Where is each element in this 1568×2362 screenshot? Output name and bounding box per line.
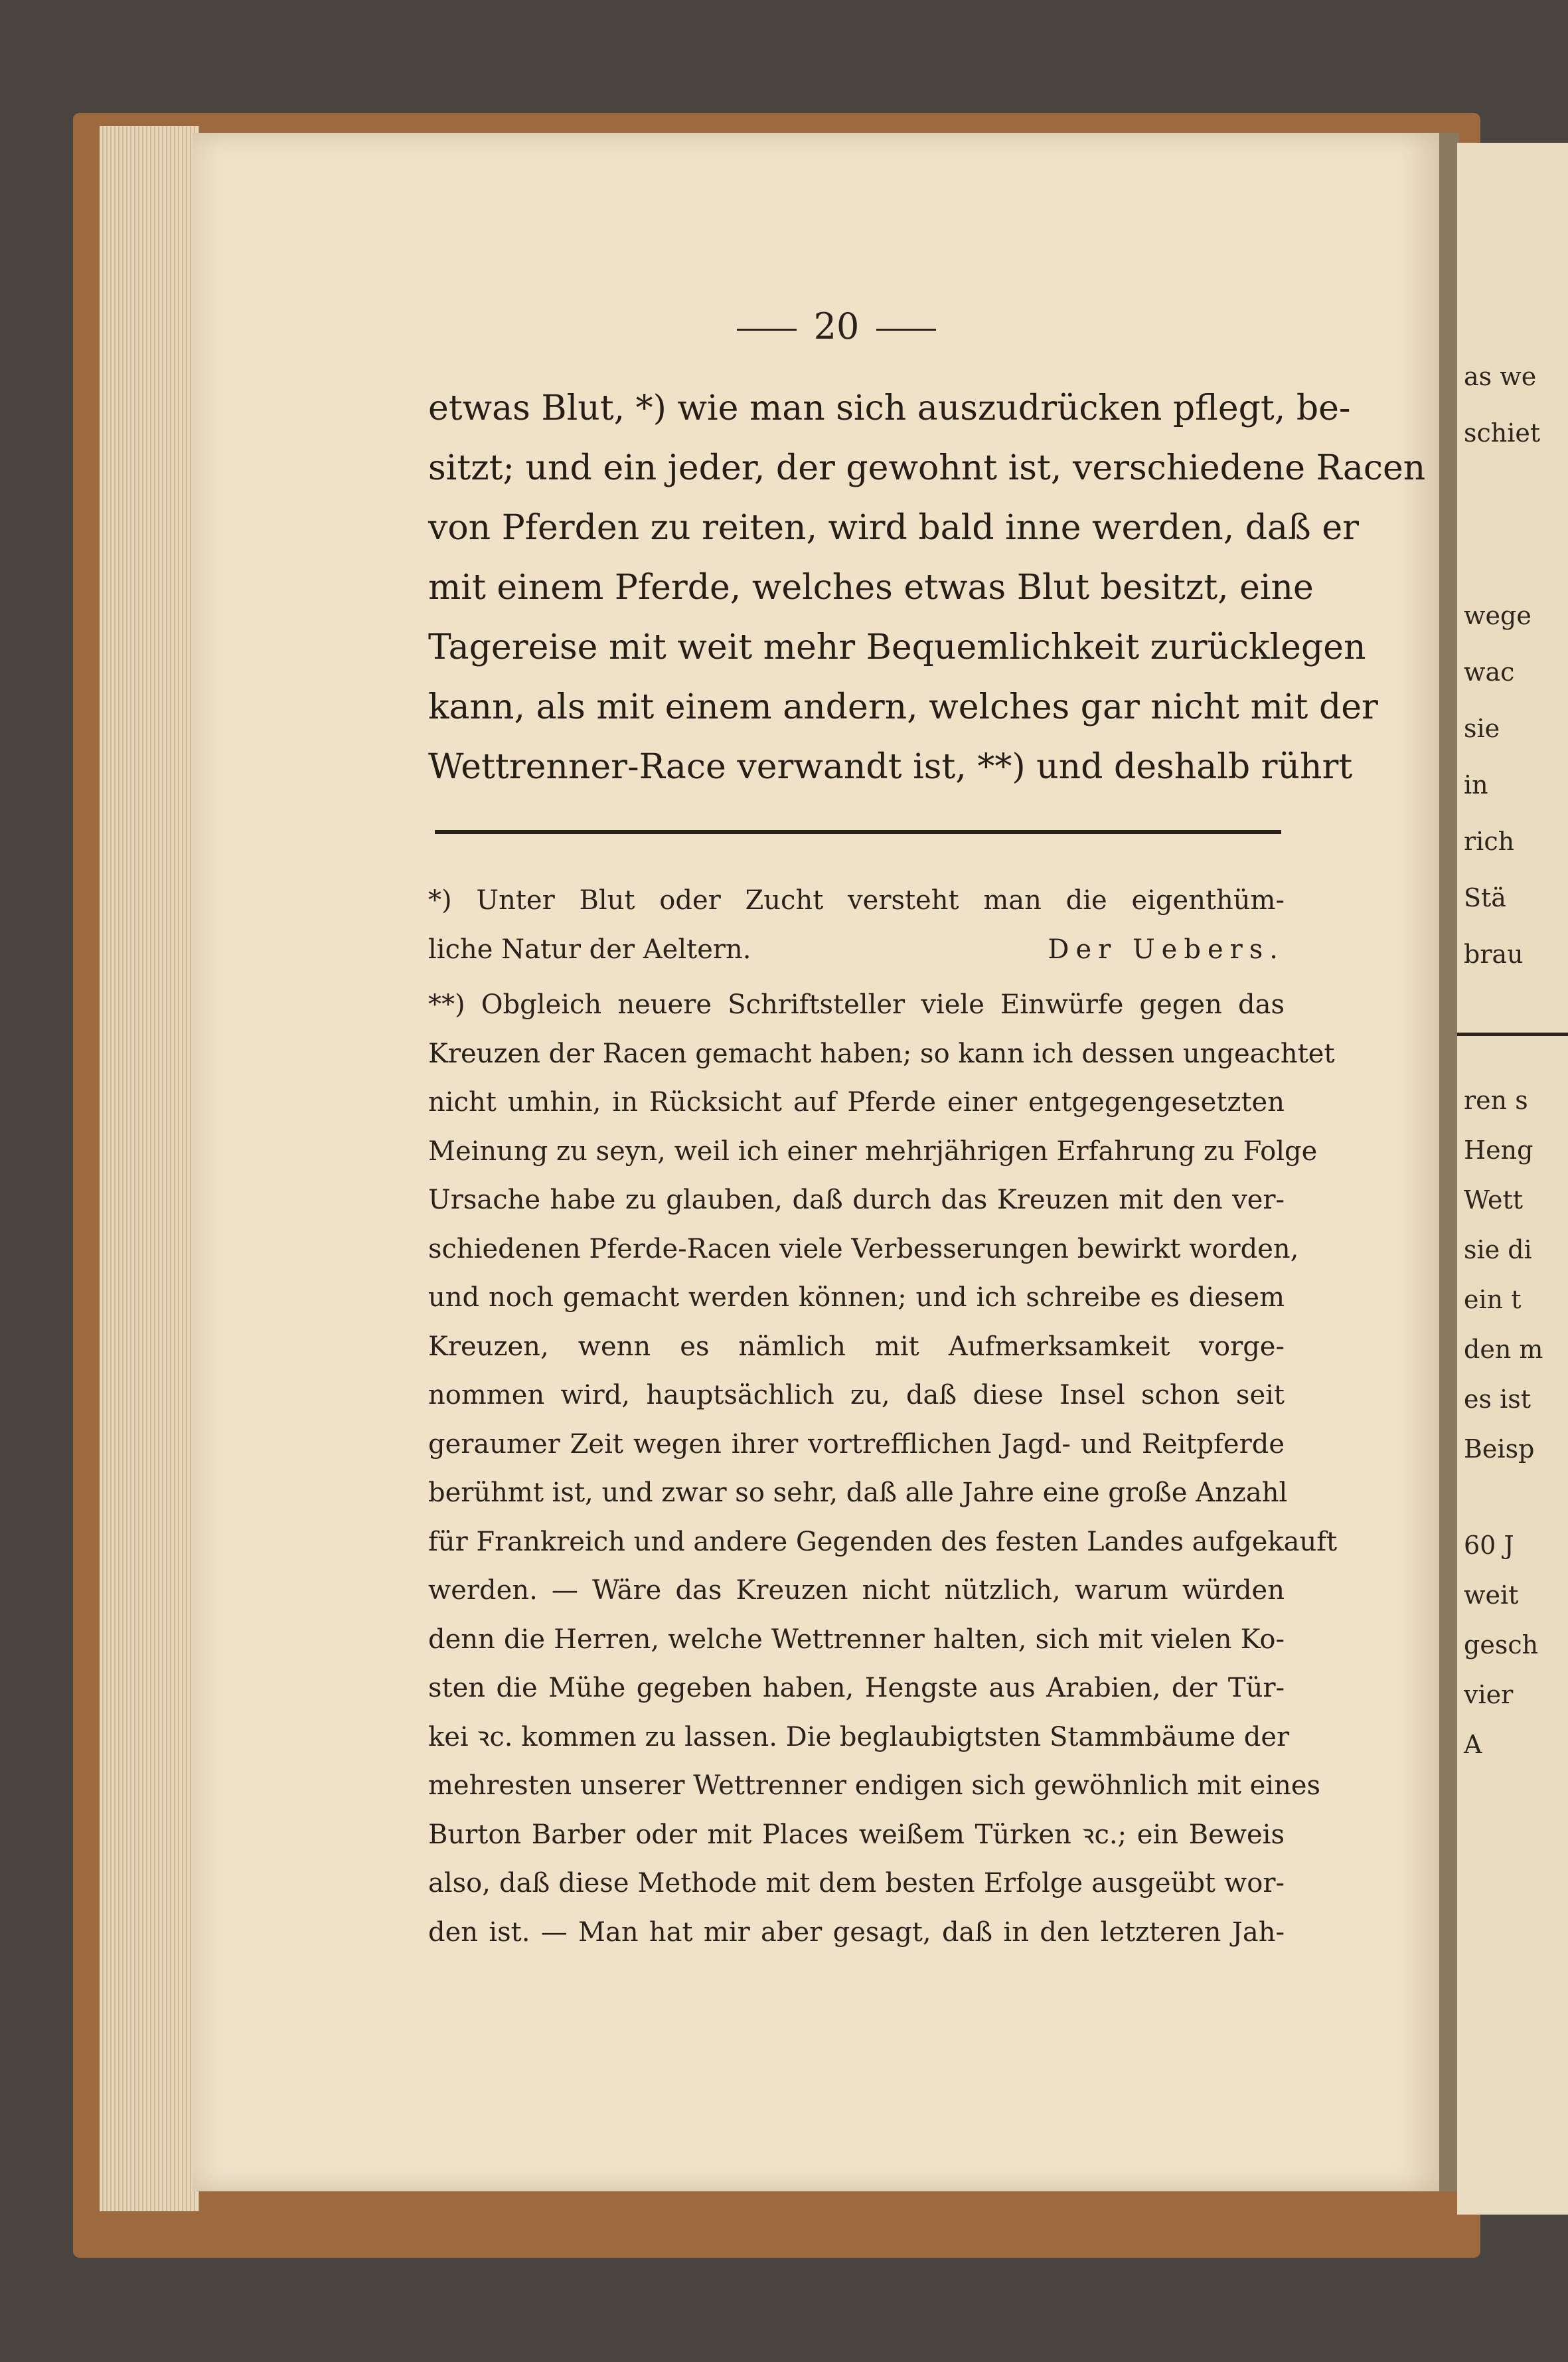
main-text [428, 379, 1426, 797]
facing-fragment: rich [1464, 827, 1515, 856]
facing-fragment: sie [1464, 714, 1500, 743]
facing-fragment: Beisp [1464, 1434, 1535, 1464]
footnote-line: Ursache habe zu glauben, daß durch das Kreuzen mit den ver- [428, 1185, 1285, 1215]
footnote-line: berühmt ist, und zwar so sehr, daß alle Jahre eine große Anzahl [428, 1477, 1288, 1508]
text-line: Tagereise mit weit mehr Bequemlichkeit zurücklegen [428, 628, 1366, 667]
book-gutter [1439, 133, 1459, 2191]
page-edges [100, 126, 199, 2211]
footnote-line: denn die Herren, welche Wettrenner halten, sich mit vielen Ko- [428, 1624, 1285, 1655]
footnote-line: **) Obgleich neuere Schriftsteller viele Einwürfe gegen das [428, 989, 1285, 1020]
page-header [0, 305, 1568, 347]
facing-fragment: Heng [1464, 1136, 1533, 1165]
facing-fragment: gesch [1464, 1630, 1539, 1659]
footnote-line: schiedenen Pferde-Racen viele Verbesserungen bewirkt worden, [428, 1233, 1299, 1264]
translator-signature: Der Uebers. [1048, 934, 1285, 965]
facing-fragment: wac [1464, 657, 1515, 687]
facing-fragment: weit [1464, 1580, 1519, 1610]
footnote-line: Kreuzen, wenn es nämlich mit Aufmerksamkeit vorge- [428, 1331, 1285, 1362]
page-number: 20 [813, 305, 860, 347]
footnote-1 [428, 877, 1285, 974]
footnote-line: nicht umhin, in Rücksicht auf Pferde einer entgegengesetzten [428, 1087, 1285, 1118]
facing-fragment: ren s [1464, 1086, 1528, 1115]
facing-fragment: Stä [1464, 883, 1506, 912]
footnote-line: den ist. — Man hat mir aber gesagt, daß in den letzteren Jah- [428, 1916, 1285, 1948]
footnote-line: werden. — Wäre das Kreuzen nicht nützlich, warum würden [428, 1575, 1285, 1606]
text-line: Wettrenner-Race verwandt ist, **) und deshalb rührt [428, 747, 1353, 787]
footnote-line [428, 926, 1285, 975]
text-line: kann, als mit einem andern, welches gar nicht mit der [428, 687, 1378, 727]
text-line: sitzt; und ein jeder, der gewohnt ist, verschiedene Racen [428, 448, 1426, 488]
footnotes [428, 877, 1338, 1957]
text-line: von Pferden zu reiten, wird bald inne werden, daß er [428, 508, 1359, 548]
facing-rule [1457, 1033, 1568, 1036]
footnote-line: Meinung zu seyn, weil ich einer mehrjährigen Erfahrung zu Folge [428, 1136, 1318, 1167]
footnote-line: *) Unter Blut oder Zucht versteht man die eigenthüm- [428, 885, 1285, 916]
footnote-line: mehresten unserer Wettrenner endigen sich gewöhnlich mit eines [428, 1770, 1321, 1801]
footnote-line: geraumer Zeit wegen ihrer vortrefflichen Jagd- und Reitpferde [428, 1428, 1285, 1460]
facing-fragment: sie di [1464, 1235, 1532, 1264]
facing-fragment: Wett [1464, 1185, 1523, 1215]
facing-fragment: brau [1464, 940, 1524, 969]
text-line: mit einem Pferde, welches etwas Blut besitzt, eine [428, 568, 1314, 608]
facing-page [1457, 143, 1568, 2215]
footnote-line: und noch gemacht werden können; und ich schreibe es diesem [428, 1282, 1285, 1313]
footnote-2 [428, 981, 1338, 1957]
facing-fragment: ein t [1464, 1285, 1522, 1314]
facing-fragment: wege [1464, 601, 1531, 630]
facing-fragment: vier [1464, 1680, 1514, 1709]
facing-fragment: schiet [1464, 418, 1541, 448]
facing-fragment: in [1464, 770, 1488, 800]
footnote-line: Kreuzen der Racen gemacht haben; so kann ich dessen ungeachtet [428, 1038, 1335, 1069]
footnote-line: kei ꝛc. kommen zu lassen. Die beglaubigtsten Stammbäume der [428, 1721, 1290, 1752]
facing-fragment: es ist [1464, 1385, 1531, 1414]
facing-fragment: as we [1464, 362, 1537, 391]
text-line: etwas Blut, *) wie man sich auszudrücken pflegt, be- [428, 388, 1351, 428]
footnote-line: für Frankreich und andere Gegenden des festen Landes aufgekauft [428, 1526, 1338, 1557]
facing-fragment: A [1464, 1730, 1482, 1759]
header-dash-left [737, 329, 797, 331]
footnote-line: Burton Barber oder mit Places weißem Türken ꝛc.; ein Beweis [428, 1819, 1285, 1850]
header-dash-right [876, 329, 936, 331]
footnote-line: also, daß diese Methode mit dem besten Erfolge ausgeübt wor- [428, 1868, 1285, 1898]
facing-fragment: den m [1464, 1335, 1543, 1364]
facing-fragment: 60 J [1464, 1531, 1514, 1560]
footnote-line: nommen wird, hauptsächlich zu, daß diese Insel schon seit [428, 1380, 1285, 1410]
footnote-line: sten die Mühe gegeben haben, Hengste aus Arabien, der Tür- [428, 1673, 1285, 1703]
footnote-separator [435, 830, 1281, 834]
footnote-text: liche Natur der Aeltern. [428, 934, 751, 965]
